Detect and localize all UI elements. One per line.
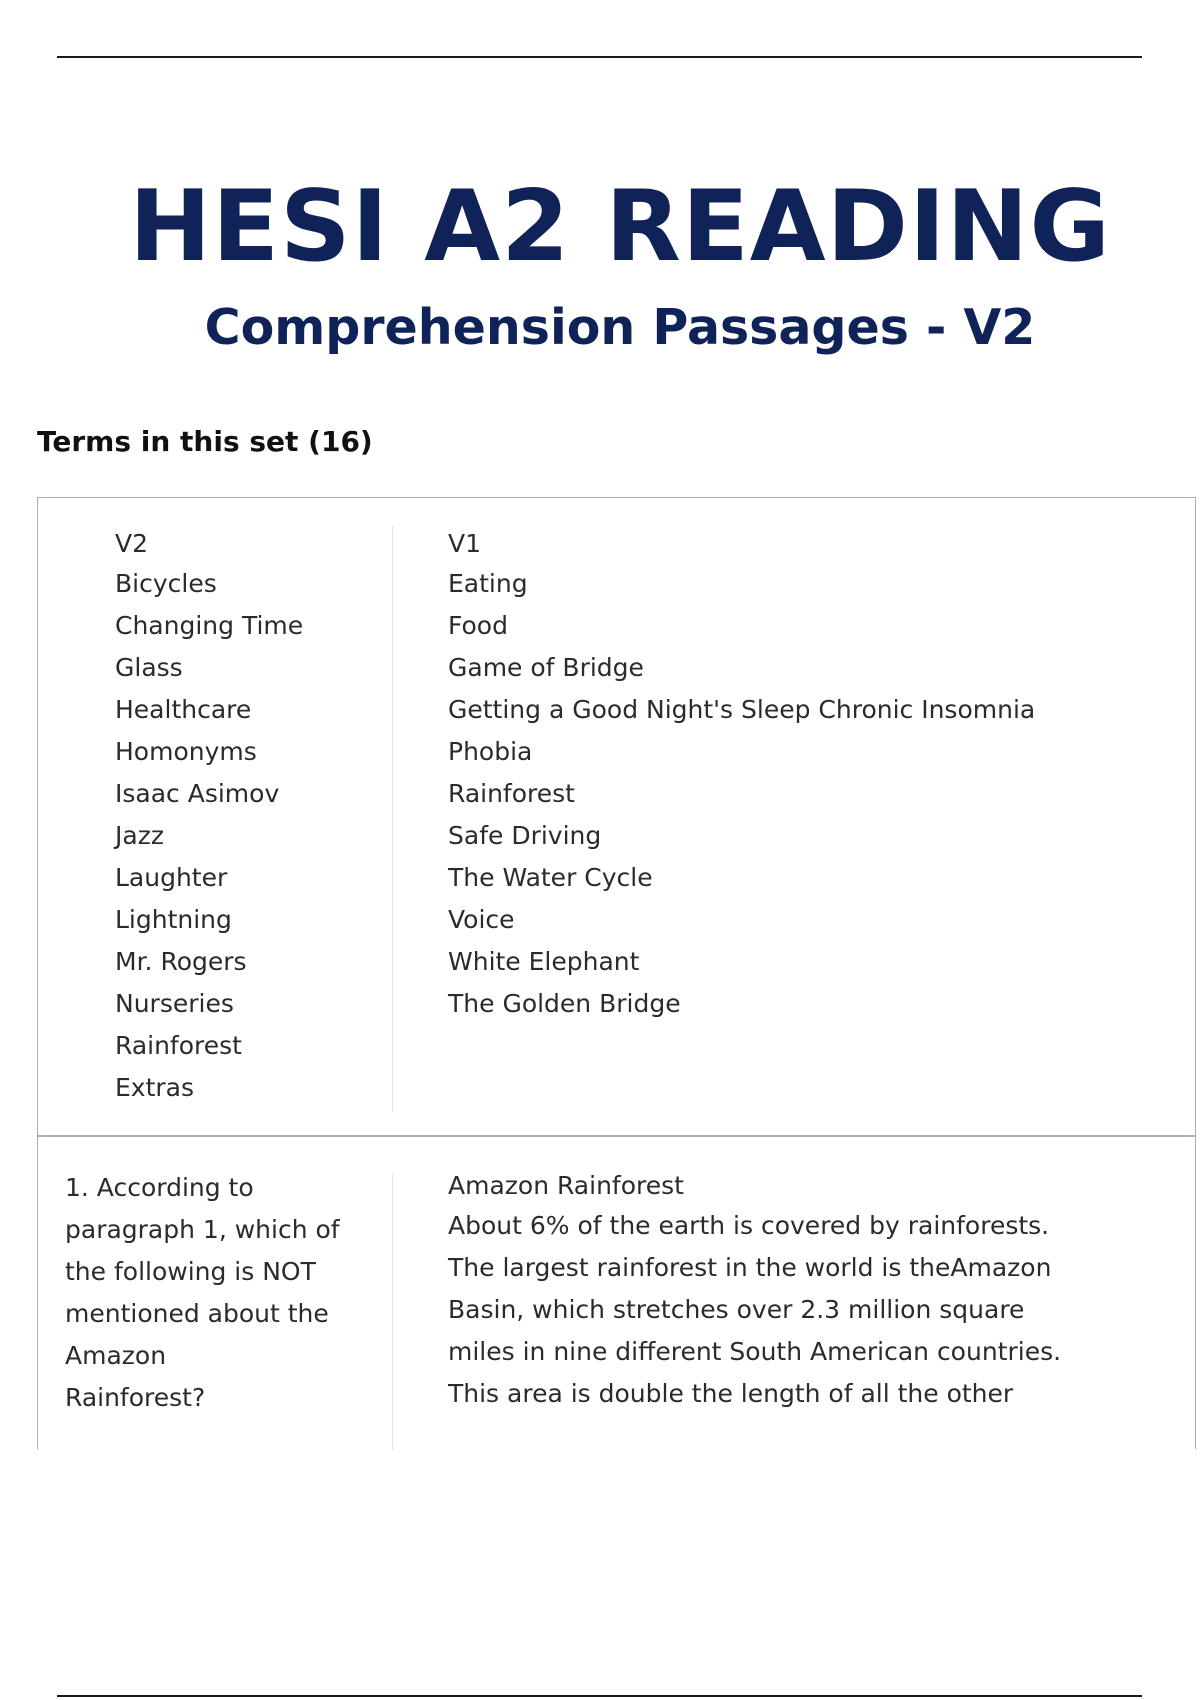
term-column-v2 xyxy=(115,525,303,1109)
v2-topic-item: Bicycles xyxy=(115,569,217,598)
v2-topic-item: Homonyms xyxy=(115,737,257,766)
question-line: Amazon xyxy=(65,1341,167,1370)
answer-title: Amazon Rainforest xyxy=(448,1171,684,1200)
v1-topic-item: The Water Cycle xyxy=(448,863,653,892)
terms-card xyxy=(37,497,1196,1449)
v2-topic-item: Healthcare xyxy=(115,695,252,724)
v2-topic-item: Rainforest xyxy=(115,1031,242,1060)
v1-topic-item: Eating xyxy=(448,569,528,598)
answer-line: Basin, which stretches over 2.3 million square xyxy=(448,1295,1025,1324)
v1-topic-item: Voice xyxy=(448,905,515,934)
answer-line: The largest rainforest in the world is theAmazon xyxy=(448,1253,1052,1282)
v2-topic-item: Mr. Rogers xyxy=(115,947,247,976)
top-rule xyxy=(57,56,1142,58)
v1-topic-item: White Elephant xyxy=(448,947,640,976)
v2-topic-item: Nurseries xyxy=(115,989,234,1018)
answer-line: miles in nine different South American countries. xyxy=(448,1337,1062,1366)
v2-topic-item: Lightning xyxy=(115,905,232,934)
v2-topic-item: Jazz xyxy=(115,821,164,850)
question-line: 1. According to xyxy=(65,1173,254,1202)
question-line: paragraph 1, which of xyxy=(65,1215,340,1244)
column-divider xyxy=(392,1173,393,1450)
v1-topic-item: Getting a Good Night's Sleep Chronic Insomnia xyxy=(448,695,1036,724)
v1-topic-item: Rainforest xyxy=(448,779,575,808)
question-text xyxy=(65,1167,355,1419)
answer-line: About 6% of the earth is covered by rainforests. xyxy=(448,1211,1050,1240)
v2-topic-item: Glass xyxy=(115,653,183,682)
v2-topic-item: Changing Time xyxy=(115,611,304,640)
v2-topic-item: Extras xyxy=(115,1073,195,1102)
v1-heading: V1 xyxy=(448,529,482,558)
question-line: the following is NOT xyxy=(65,1257,316,1286)
v2-topic-item: Laughter xyxy=(115,863,228,892)
v1-topic-item: Game of Bridge xyxy=(448,653,644,682)
term-row-question-1 xyxy=(38,1137,1195,1450)
v1-topic-list xyxy=(448,525,1035,1025)
term-column-v1 xyxy=(448,525,1035,1025)
column-divider xyxy=(392,526,393,1112)
bottom-rule xyxy=(57,1695,1142,1697)
v2-heading: V2 xyxy=(115,529,149,558)
document-title: HESI A2 READING xyxy=(129,170,1111,284)
v2-topic-item: Isaac Asimov xyxy=(115,779,280,808)
answer-text xyxy=(448,1167,1168,1415)
v1-topic-item: Food xyxy=(448,611,508,640)
v1-topic-item: The Golden Bridge xyxy=(448,989,681,1018)
v1-topic-item: Phobia xyxy=(448,737,533,766)
v2-topic-list xyxy=(115,525,303,1109)
answer-line: This area is double the length of all the other xyxy=(448,1379,1014,1408)
terms-heading: Terms in this set (16) xyxy=(37,425,373,458)
question-line: Rainforest? xyxy=(65,1383,206,1412)
term-row-topics xyxy=(38,498,1195,1137)
document-subtitle: Comprehension Passages - V2 xyxy=(204,299,1036,356)
v1-topic-item: Safe Driving xyxy=(448,821,602,850)
question-line: mentioned about the xyxy=(65,1299,329,1328)
